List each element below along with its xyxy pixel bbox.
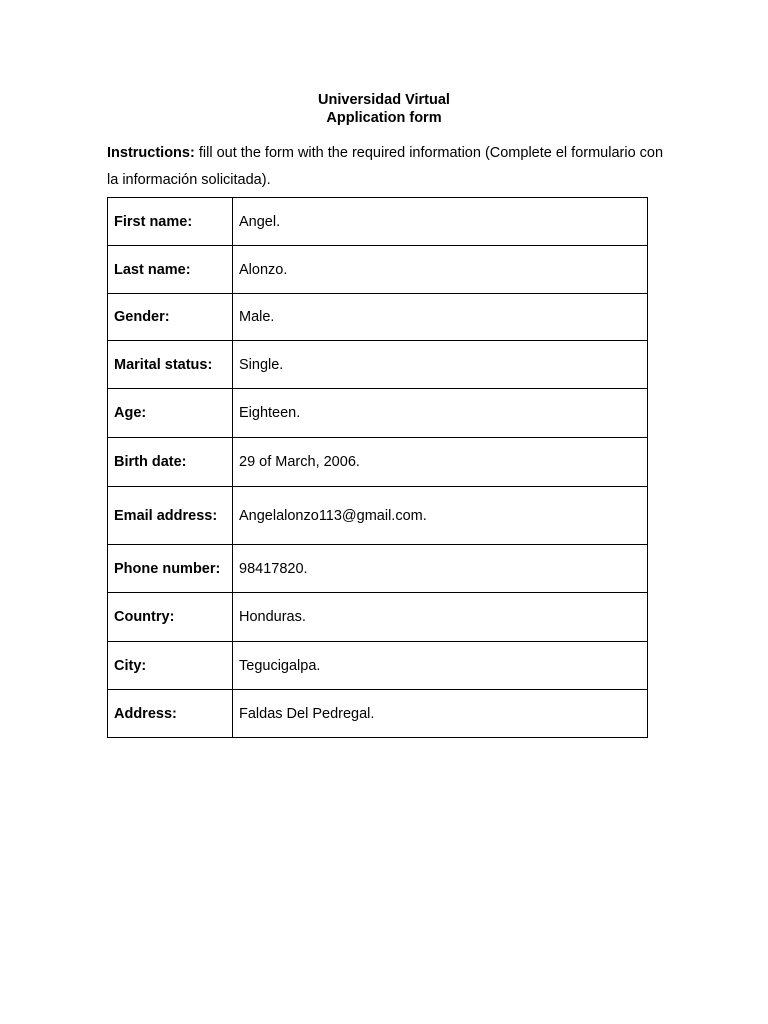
field-value-country: Honduras.	[233, 593, 648, 642]
table-row	[108, 487, 648, 545]
table-row	[108, 690, 648, 738]
field-value-age: Eighteen.	[233, 389, 648, 438]
field-value-first-name: Angel.	[233, 198, 648, 246]
field-label-gender: Gender:	[108, 294, 233, 341]
table-row	[108, 593, 648, 642]
table-row	[108, 642, 648, 690]
instructions-lead: Instructions:	[107, 145, 195, 161]
field-value-marital-status: Single.	[233, 341, 648, 389]
field-label-age: Age:	[108, 389, 233, 438]
field-label-address: Address:	[108, 690, 233, 738]
document-title: Universidad Virtual	[318, 92, 450, 108]
table-row	[108, 545, 648, 593]
field-label-city: City:	[108, 642, 233, 690]
field-label-last-name: Last name:	[108, 246, 233, 294]
field-label-phone-number: Phone number:	[108, 545, 233, 593]
table-row	[108, 198, 648, 246]
table-row	[108, 246, 648, 294]
field-label-first-name: First name:	[108, 198, 233, 246]
table-row	[108, 389, 648, 438]
instructions-text: fill out the form with the required information (Complete el formulario con la información solicitada).	[107, 145, 664, 188]
table-row	[108, 438, 648, 487]
document-subtitle: Application form	[326, 110, 442, 126]
table-row	[108, 294, 648, 341]
field-label-email-address: Email address:	[108, 487, 233, 545]
document-header	[0, 91, 768, 127]
field-value-birth-date: 29 of March, 2006.	[233, 438, 648, 487]
field-value-phone-number: 98417820.	[233, 545, 648, 593]
field-value-last-name: Alonzo.	[233, 246, 648, 294]
field-value-gender: Male.	[233, 294, 648, 341]
field-label-birth-date: Birth date:	[108, 438, 233, 487]
field-value-email-address: Angelalonzo113@gmail.com.	[233, 487, 648, 545]
field-value-address: Faldas Del Pedregal.	[233, 690, 648, 738]
instructions-paragraph	[107, 140, 667, 194]
application-form-table	[107, 197, 648, 738]
field-label-country: Country:	[108, 593, 233, 642]
field-value-city: Tegucigalpa.	[233, 642, 648, 690]
table-row	[108, 341, 648, 389]
field-label-marital-status: Marital status:	[108, 341, 233, 389]
